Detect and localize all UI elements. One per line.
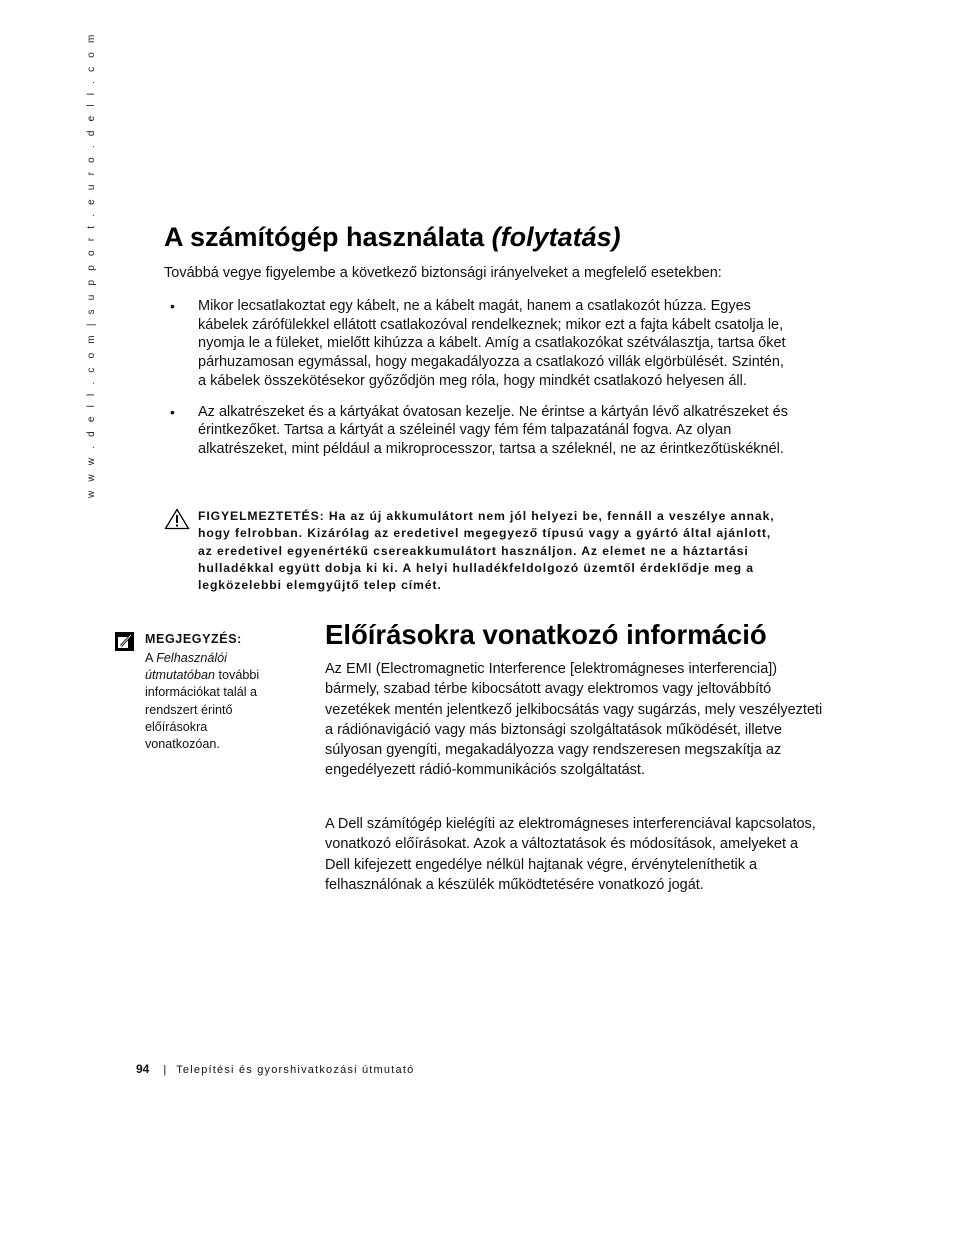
paragraph: Az EMI (Electromagnetic Interference [elektromágneses interferencia]) bármely, szabad térbe kibocsátott avagy elektromos vagy jeltovábbító vezetékek mentén jelentkező jelkibocsátás vagy sugárzás, mely veszélyezteti a rádiónavigáció vagy más biztonsági szolgáltatások működését, illetve súlyosan gyengíti, megakadályozza vagy rendszeresen megszakítja az engedélyezett rádió-kommunikációs szolgáltatást. [325,661,823,779]
title-italic: (folytatás) [491,222,621,252]
paragraph: A Dell számítógép kielégíti az elektromágneses interferenciával kapcsolatos, vonatkozó előírásokat. Azok a változtatások és módosítások, amelyeket a Dell kifejezett engedélye nélkül hajtanak végre, érvényteleníthetik a felhasználónak a készülék működtetésére vonatkozó jogát. [325,816,816,893]
note-italic: Felhasználói útmutatóban [145,651,227,683]
warning-text: FIGYELMEZTETÉS: Ha az új akkumulátort nem jól helyezi be, fennáll a veszélye annak, hogy felrobban. Kizárólag az eredetivel megegyező típusú vagy a gyártó által ajánlott, az eredetivel egyenértékű csereakkumulátort használjon. Az elemet ne a háztartási hulladékkal együtt dobja ki ki. A helyi hulladékfeldolgozó üzemtől érdeklődje meg a legközelebbi elemgyűjtő telep címét. [198,509,775,593]
page-title [164,222,621,253]
safety-list [170,297,790,471]
note-suffix: további információkat talál a rendszert érintő előírásokra vonatkozóan. [145,668,260,752]
note-label: MEGJEGYZÉS: [145,632,242,646]
title-main: A számítógép használata [164,222,492,252]
section-title: Előírásokra vonatkozó információ [325,619,767,650]
page-footer [136,1062,414,1076]
footer-separator: | [163,1064,167,1076]
note-prefix: A [145,651,157,665]
footer-title: Telepítési és gyorshivatkozási útmutató [176,1064,415,1076]
list-item-text: Az alkatrészeket és a kártyákat óvatosan kezelje. Ne érintse a kártyán lévő alkatrészeket és érintkezőket. Tartsa a kártyát a széleinél vagy fém fém talpazatánál fogva. Az olyan alkatrészeket, mint például a mikroprocesszor, tartsa a széleknél, ne az érintkezőtüskéknél. [198,403,788,457]
warning-icon [164,508,190,530]
bullet-icon: • [170,403,175,420]
note-icon [115,632,134,651]
list-item-text: Mikor lecsatlakoztat egy kábelt, ne a kábelt magát, hanem a csatlakozót húzza. Egyes kábelek zárófülekkel ellátott csatlakozóval rendelkeznek; mikor ezt a fajta kábelt csatolja le, nyomja le a füleket, mielőtt kihúzza a kábelt. Amíg a csatlakozókat szétválasztja, tartsa őket párhuzamosan egymással, hogy megakadályozza a csatlakozó villák elgörbülését. Szintén, a kábelek összekötésekor győződjön meg róla, hogy mindkét csatlakozó helyesen áll. [198,298,786,389]
bullet-icon: • [170,298,175,314]
list-item [170,297,790,391]
side-url: w w w . d e l l . c o m | s u p p o r t . e u r o . d e l l . c o m [86,31,97,498]
note-text [145,650,285,753]
list-item [170,403,790,459]
intro-text: Továbbá vegye figyelembe a következő biztonsági irányelveket a megfelelő esetekben: [164,265,722,281]
warning-box [164,508,784,594]
page-number: 94 [136,1062,150,1076]
